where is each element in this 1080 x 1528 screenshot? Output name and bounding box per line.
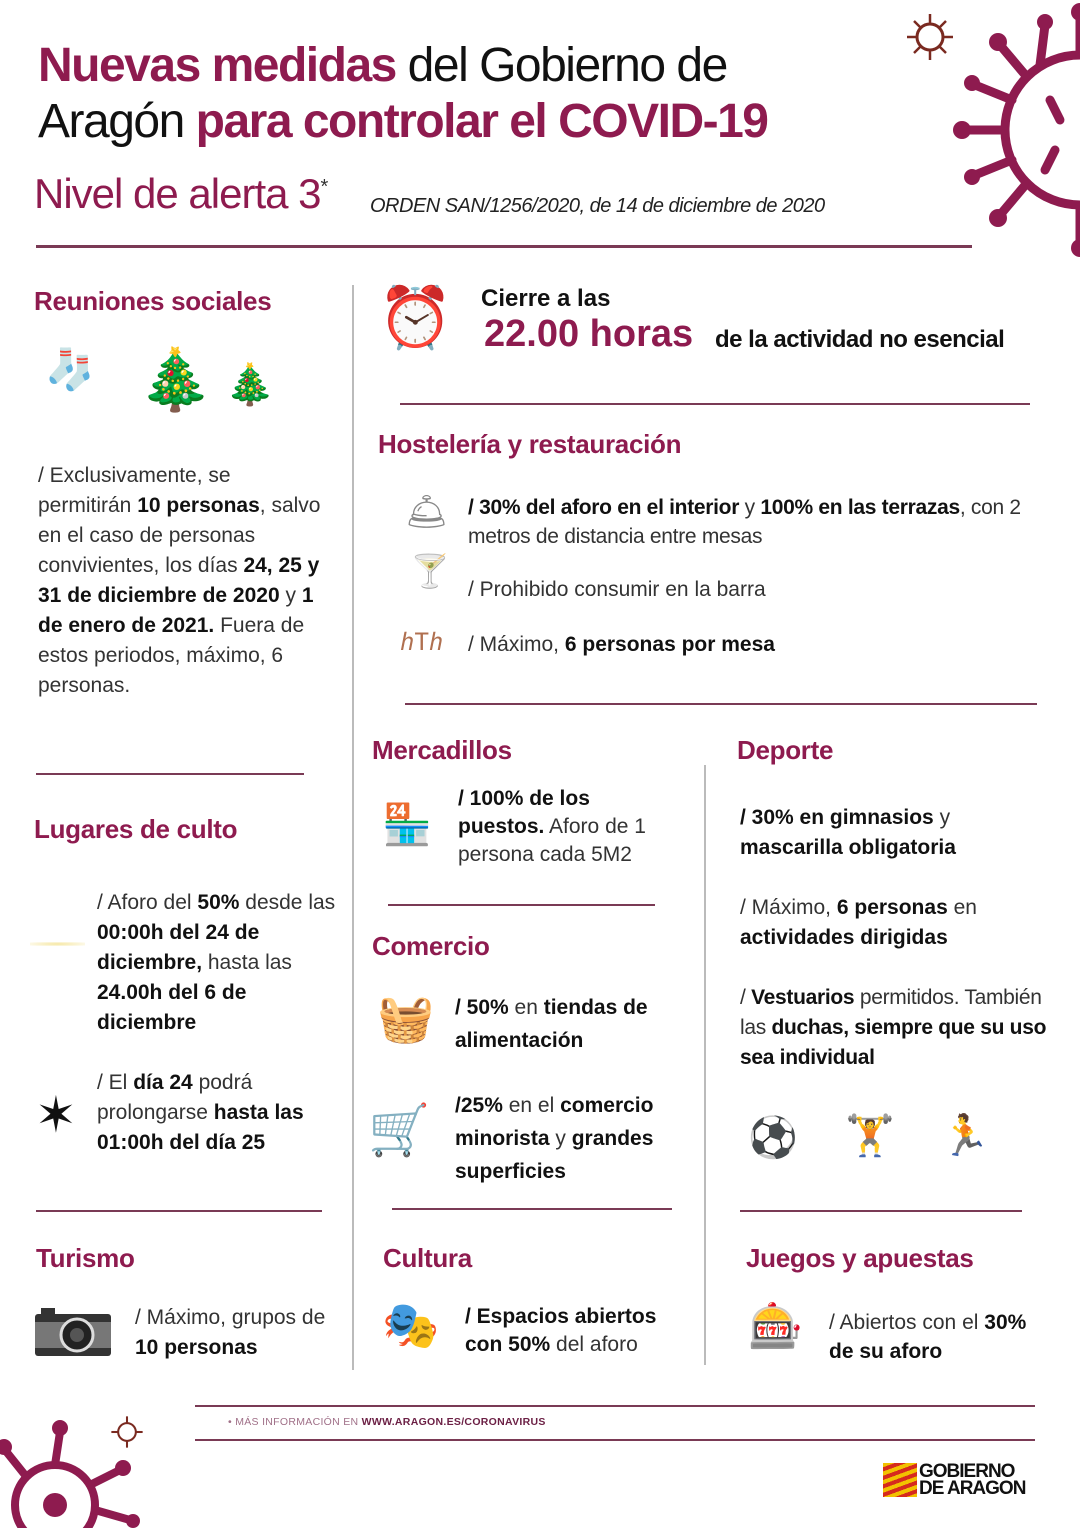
market-stall-icon: 🏪 (382, 803, 432, 847)
culto-text-2 (97, 1068, 337, 1158)
section-title-juegos: Juegos y apuestas (746, 1243, 974, 1273)
mercadillos-text (458, 785, 678, 869)
text-segment: del aforo (550, 1333, 638, 1356)
gobierno-aragon-logo (883, 1463, 1025, 1497)
bold-text-segment: hasta las 01:00h del día 25 (97, 1101, 304, 1154)
virus-icon (940, 0, 1080, 260)
bold-text-segment: mascarilla obligatoria (740, 836, 956, 859)
logo-line-1: GOBIERNO (919, 1461, 1015, 1482)
shopping-cart-icon: 🛒 (368, 1102, 431, 1158)
text-segment: y (933, 806, 951, 829)
section-title-hosteleria: Hostelería y restauración (378, 429, 682, 459)
comercio-text-2 (455, 1089, 700, 1188)
more-info-prefix: • MÁS INFORMACIÓN EN (228, 1416, 362, 1428)
stocking-icon: 🧦 (45, 348, 95, 392)
more-info-link[interactable]: WWW.ARAGON.ES/CORONAVIRUS (361, 1416, 546, 1428)
hosteleria-row-3 (468, 630, 775, 660)
camera-icon (35, 1308, 111, 1356)
reuniones-text (38, 461, 323, 701)
divider (740, 1210, 1022, 1212)
section-title-cultura: Cultura (383, 1243, 472, 1273)
text-segment: Fuera de estos periodos, máximo, 6 personas. (38, 614, 305, 697)
bold-text-segment: 6 personas por mesa (564, 633, 775, 656)
bold-text-segment: / 30% en gimnasios (740, 806, 934, 829)
text-segment: / Máximo, grupos de (135, 1306, 326, 1329)
divider (392, 1208, 672, 1210)
text-segment: Aforo de 1 persona cada 5M2 (458, 815, 646, 866)
text-segment: permitidos. También las (740, 986, 1042, 1039)
soccer-ball-icon: ⚽ (748, 1116, 798, 1160)
text-segment: en (508, 996, 544, 1019)
comercio-text-1 (455, 991, 695, 1057)
deporte-text-2 (740, 893, 1040, 953)
bold-text-segment: día 24 (133, 1071, 193, 1094)
aragon-flag-icon (883, 1463, 917, 1497)
text-segment: en (947, 896, 977, 919)
bold-text-segment: 30% de su aforo (829, 1311, 1027, 1363)
runner-icon: 🏃 (940, 1114, 990, 1158)
bold-text-segment: /25% (455, 1094, 503, 1117)
section-title-reuniones: Reuniones sociales (34, 286, 272, 316)
text-segment: , con 2 metros de distancia entre mesas (468, 496, 1021, 548)
text-segment: y (279, 584, 302, 607)
text-segment: podrá prolongarse (97, 1071, 253, 1124)
section-title-turismo: Turismo (36, 1243, 135, 1273)
cierre-suffix: de la actividad no esencial (715, 326, 1005, 353)
ornaments-icon: 🎄 (225, 363, 275, 407)
light-icon (30, 942, 85, 946)
turismo-text (135, 1303, 335, 1363)
bold-text-segment: 10 personas (135, 1336, 258, 1359)
christmas-tree-icon: 🎄 (138, 346, 213, 413)
alert-level (34, 170, 327, 218)
section-title-deporte: Deporte (737, 735, 834, 765)
divider (704, 765, 706, 1365)
cocktail-icon: 🍸 (410, 553, 450, 589)
bold-text-segment: 1 de enero de 2021. (38, 584, 314, 637)
text-segment: desde las (239, 891, 336, 914)
text-segment: / El (97, 1071, 134, 1094)
logo-line-2: DE ARAGON (919, 1478, 1026, 1499)
alert-mark: * (320, 176, 328, 198)
section-title-culto: Lugares de culto (34, 814, 238, 844)
theater-masks-icon: 🎭 (382, 1299, 440, 1351)
alarm-clock-icon: ⏰ (378, 284, 453, 351)
bold-text-segment: 00:00h del 24 de diciembre, (97, 921, 260, 974)
bold-text-segment: 24.00h del 6 de diciembre (97, 981, 247, 1034)
bold-text-segment: duchas, siempre que su uso sea individual (740, 1016, 1047, 1069)
text-segment: / (740, 986, 752, 1009)
juegos-text (829, 1308, 1029, 1366)
cierre-time: 22.00 horas (484, 313, 694, 355)
section-title-comercio: Comercio (372, 931, 490, 961)
bold-text-segment: / 30% del aforo en el interior (468, 496, 740, 519)
bold-text-segment: 10 personas (137, 494, 260, 517)
small-virus-icon-bottom (110, 1415, 144, 1449)
bold-text-segment: comercio minorista (455, 1094, 654, 1150)
hosteleria-row-1 (468, 493, 1038, 551)
text-segment: / Exclusivamente, se permitirán (38, 464, 231, 517)
cultura-text (465, 1303, 695, 1359)
bold-text-segment: 6 personas (836, 896, 948, 919)
text-segment: en el (502, 1094, 561, 1117)
divider (195, 1439, 1035, 1441)
bold-text-segment: / Espacios abiertos con 50% (465, 1305, 657, 1356)
bold-text-segment: tiendas de alimentación (455, 996, 648, 1052)
bold-text-segment: Vestuarios (751, 986, 855, 1009)
order-reference: ORDEN SAN/1256/2020, de 14 de diciembre de 2020 (370, 195, 825, 217)
weightlifting-icon: 🏋 (845, 1114, 895, 1158)
deporte-text-1 (740, 803, 1040, 863)
divider (36, 773, 304, 775)
bold-text-segment: 100% en las terrazas (760, 496, 960, 519)
culto-text-1 (97, 888, 347, 1038)
bold-text-segment: actividades dirigidas (740, 926, 948, 949)
divider (352, 285, 354, 1370)
more-info (228, 1416, 546, 1428)
cloche-icon: 🛎 (405, 493, 449, 531)
bold-text-segment: 50% (197, 891, 240, 914)
text-segment: , salvo en el caso de personas convivientes, los días (38, 494, 321, 577)
hosteleria-row-2 (468, 575, 766, 605)
bold-text-segment: 24, 25 y 31 de diciembre de 2020 (38, 554, 320, 607)
divider (36, 245, 972, 248)
page-title (38, 38, 938, 150)
divider (36, 1210, 322, 1212)
cierre-label: Cierre a las (481, 285, 611, 312)
bold-text-segment: / 50% (455, 996, 509, 1019)
text-segment: / Máximo, (468, 633, 565, 656)
text-segment: / Aforo del (97, 891, 198, 914)
bold-text-segment: / 100% de los puestos. (458, 787, 590, 838)
divider (405, 703, 1037, 705)
alert-level-text: Nivel de alerta 3 (34, 170, 321, 217)
food-basket-icon: 🧺 (377, 992, 435, 1044)
section-title-mercadillos: Mercadillos (372, 735, 512, 765)
star-icon: ✶ (35, 1087, 77, 1143)
bold-text-segment: Nuevas medidas (38, 39, 396, 92)
poker-chips-icon: 🎰 (748, 1302, 803, 1351)
divider (400, 403, 1030, 405)
text-segment: / Prohibido consumir en la barra (468, 578, 766, 601)
divider (195, 1405, 1035, 1407)
table-chairs-icon: ℎTℎ (400, 628, 444, 656)
text-segment: y (739, 496, 761, 519)
text-segment: y (549, 1127, 572, 1150)
text-segment: hasta las (202, 951, 292, 974)
text-segment: / Abiertos con el (829, 1311, 985, 1334)
text-segment: Aragón (38, 95, 196, 148)
divider (388, 904, 655, 906)
deporte-text-3 (740, 983, 1060, 1073)
text-segment: / Máximo, (740, 896, 837, 919)
bold-text-segment: grandes superficies (455, 1127, 654, 1183)
text-segment: del Gobierno de (395, 39, 727, 92)
bold-text-segment: para controlar el COVID-19 (195, 95, 768, 148)
